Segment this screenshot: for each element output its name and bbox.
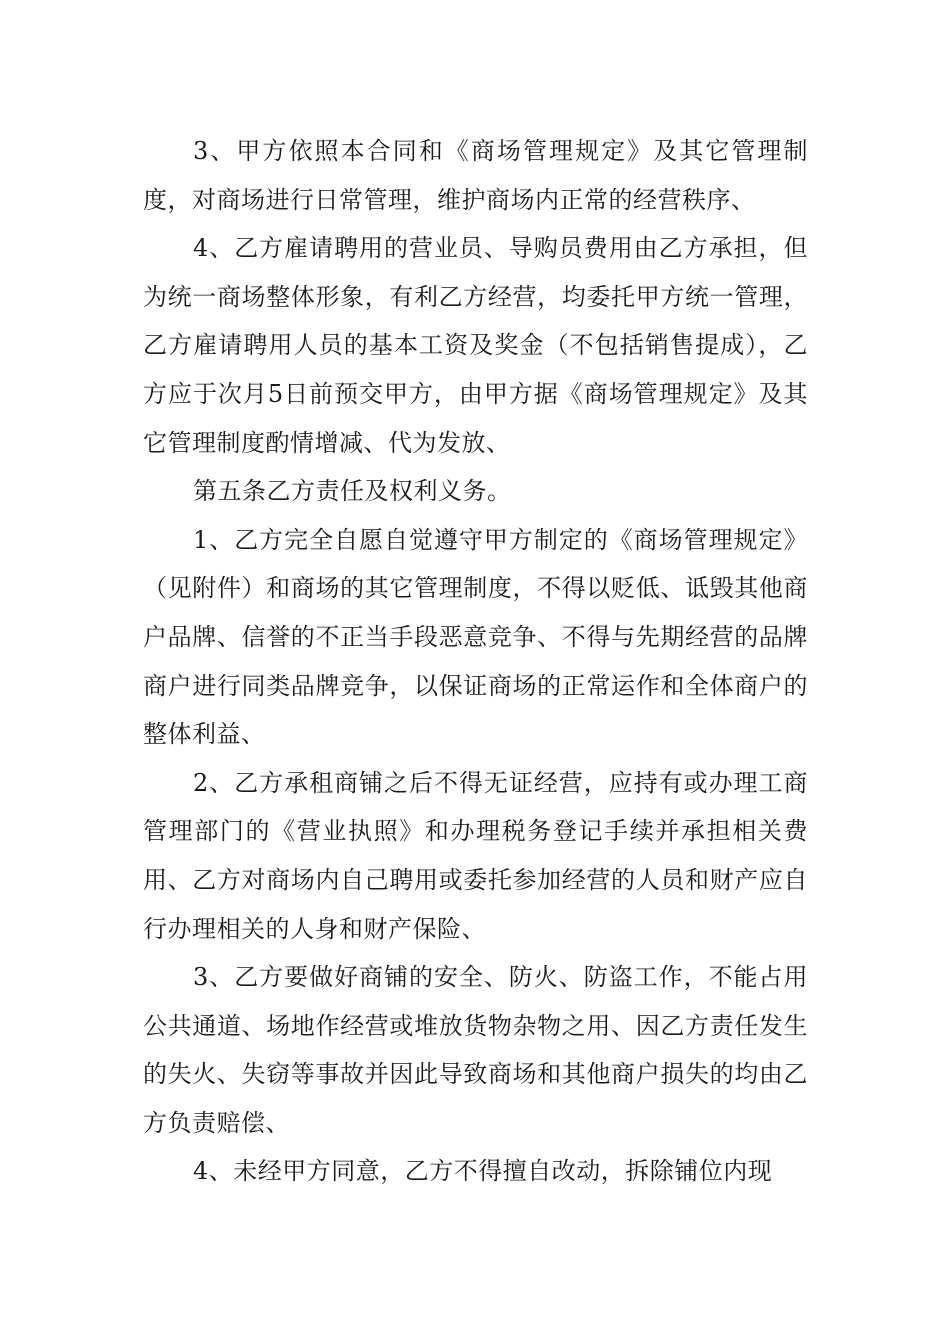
- section-heading-article-5: 第五条乙方责任及权利义务。: [193, 477, 512, 506]
- paragraph-article-5-clause-3: 3、乙方要做好商铺的安全、防火、防盗工作，不能占用公共通道、场地作经营或堆放货物杂物之用、因乙方责任发生的失火、失窃等事故并因此导致商场和其他商户损失的均由乙方负责赔偿、: [143, 963, 808, 1137]
- paragraph-article-5-clause-1: 1、乙方完全自愿自觉遵守甲方制定的《商场管理规定》（见附件）和商场的其它管理制度，不得以贬低、诋毁其他商户品牌、信誉的不正当手段恶意竞争、不得与先期经营的品牌商户进行同类品牌竞争，以保证商场的正常运作和全体商户的整体利益、: [143, 525, 808, 749]
- document-body: [143, 127, 808, 1196]
- paragraph-article-5-clause-4: 4、未经甲方同意，乙方不得擅自改动，拆除铺位内现: [193, 1157, 773, 1186]
- paragraph-clause-4: 4、乙方雇请聘用的营业员、导购员费用由乙方承担，但为统一商场整体形象，有利乙方经营，均委托甲方统一管理，乙方雇请聘用人员的基本工资及奖金（不包括销售提成），乙方应于次月5日前预交甲方，由甲方据《商场管理规定》及其它管理制度酌情增减、代为发放、: [143, 234, 808, 457]
- paragraph-clause-3: 3、甲方依照本合同和《商场管理规定》及其它管理制度，对商场进行日常管理，维护商场内正常的经营秩序、: [143, 137, 808, 214]
- paragraph-article-5-clause-2: 2、乙方承租商铺之后不得无证经营，应持有或办理工商管理部门的《营业执照》和办理税务登记手续并承担相关费用、乙方对商场内自己聘用或委托参加经营的人员和财产应自行办理相关的人身和财产保险、: [143, 768, 808, 943]
